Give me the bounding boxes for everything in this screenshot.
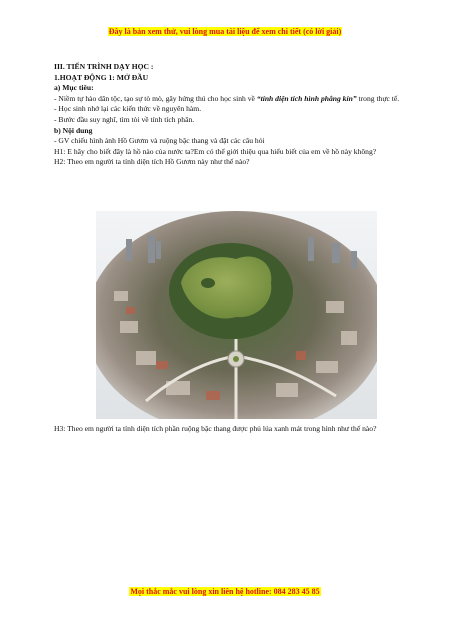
hotline-banner [0,587,450,596]
objectives-heading: a) Mục tiêu: [54,83,94,93]
objective-2: - Học sinh nhớ lại các kiến thức về nguyên hàm. [54,104,202,114]
activity-title: 1.HOẠT ĐỘNG 1: MỞ ĐẦU [54,72,149,82]
preview-notice-banner [0,27,450,36]
content-heading: b) Nội dung [54,125,93,135]
objective-1-suffix: trong thực tế. [356,93,400,103]
question-1: H1: E hãy cho biết đây là hồ nào của nước ta?Em có thể giới thiệu qua hiểu biết của em về hồ này không? [54,146,377,156]
hotline-text: Mọi thắc mắc vui lòng xin liên hệ hotline: 084 283 45 85 [130,587,320,596]
lesson-content [54,62,400,168]
question-3: H3: Theo em người ta tính diện tích phần ruộng bậc thang được phủ lúa xanh mát trong hình như thế nào? [54,424,377,433]
objective-1-emphasis: “tính diện tích hình phẳng kín” [256,93,357,103]
preview-notice-text: Đây là bản xem thử, vui lòng mua tài liệu để xem chi tiết (có lời giải) [108,27,342,36]
section-title: III. TIẾN TRÌNH DẠY HỌC : [54,62,154,71]
hoan-kiem-lake-aerial-photo [96,211,377,419]
objective-1-text: - Niềm tự hào dân tộc, tạo sự tò mò, gây hứng thú cho học sinh về [54,93,257,103]
objective-3: - Bước đầu suy nghĩ, tìm tòi về tính tích phân. [54,114,195,124]
question-2: H2: Theo em người ta tính diện tích Hồ Gươm này như thế nào? [54,157,250,167]
objective-1 [54,94,400,105]
question-3-block [54,424,400,435]
content-item-1: - GV chiếu hình ảnh Hồ Gươm và ruộng bậc thang và đặt các câu hỏi [54,136,265,146]
